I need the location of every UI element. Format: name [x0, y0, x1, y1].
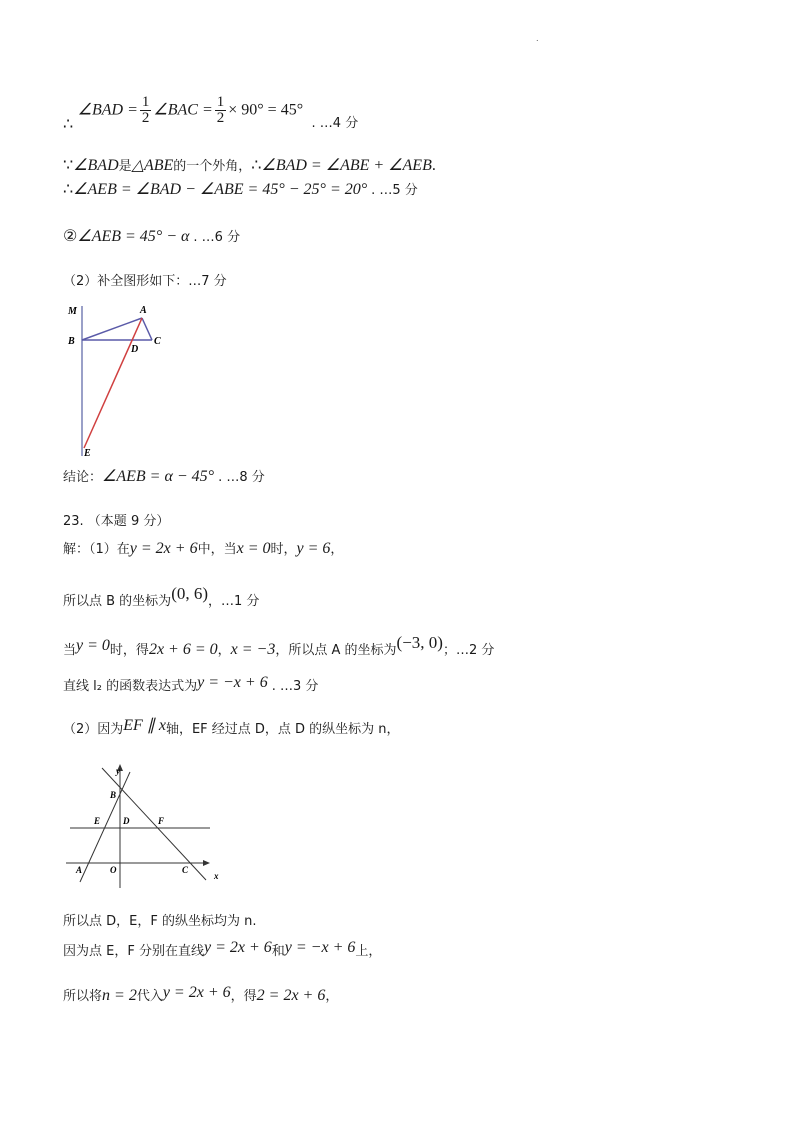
- label-m: M: [68, 306, 77, 317]
- text: 中，当: [197, 542, 237, 557]
- line-14: [63, 941, 381, 962]
- text: 轴，EF 经过点 D，点 D 的纵坐标为 n，: [165, 722, 400, 737]
- line-l1: [80, 772, 130, 882]
- line-15: [63, 986, 338, 1007]
- text: 所以点 B 的坐标为: [63, 594, 172, 609]
- text: 是: [118, 159, 132, 174]
- expr: 2x + 6 = 0: [148, 641, 218, 658]
- score-mark: . …6 分: [193, 230, 241, 245]
- line-12: [63, 719, 400, 740]
- expr: y = −x + 6: [197, 674, 268, 691]
- label-o: O: [110, 865, 117, 875]
- text: 结论：: [63, 470, 103, 485]
- expr: 2 = 2x + 6: [256, 987, 326, 1004]
- label-y: y: [116, 766, 120, 776]
- fraction-half-2: $\frac{1}{2}$: [216, 94, 225, 126]
- expr-result: × 90° = 45°: [228, 101, 304, 119]
- label-e: E: [84, 448, 91, 459]
- figure-triangle: [60, 298, 180, 463]
- text: 时，得: [109, 643, 149, 658]
- corner-mark: .: [536, 34, 539, 43]
- line-5: （2）补全图形如下：…7 分: [63, 274, 227, 289]
- circled-number: ②: [63, 228, 78, 245]
- expr: (−3, 0): [396, 633, 443, 652]
- expr: ∠AEB = ∠BAD − ∠ABE = 45° − 25° = 20°: [73, 181, 368, 198]
- label-a: A: [76, 865, 83, 875]
- problem-heading: 23. （本题 9 分）: [63, 514, 170, 529]
- score-mark: . …8 分: [218, 470, 265, 485]
- label-b: B: [68, 336, 75, 347]
- line-6: [63, 467, 265, 488]
- therefore-symbol: ∴: [63, 181, 74, 198]
- because-symbol: ∵: [63, 157, 74, 174]
- text: 当: [63, 643, 77, 658]
- expr: y = 2x + 6: [203, 939, 272, 956]
- text: 的一个外角，: [173, 159, 252, 174]
- text: 直线 l₂ 的函数表达式为: [63, 679, 198, 694]
- x-axis-arrow: [203, 860, 210, 866]
- line-4: [63, 227, 240, 248]
- line-3: [63, 180, 418, 201]
- label-d: D: [123, 816, 130, 826]
- expr: (0, 6): [171, 584, 209, 603]
- label-c: C: [182, 865, 189, 875]
- expr: △ABE: [131, 157, 174, 174]
- expr: x = −3: [230, 641, 276, 658]
- line-2: [63, 156, 436, 177]
- label-x: x: [214, 871, 219, 881]
- text: 和: [271, 944, 285, 959]
- score-mark: ，…1 分: [208, 594, 260, 609]
- expr: y = 6: [296, 540, 331, 557]
- line-11: [63, 676, 318, 697]
- segment-ac: [142, 318, 152, 340]
- score-mark: . …4 分: [311, 115, 359, 131]
- text: ，: [325, 989, 339, 1004]
- text: ，: [330, 542, 344, 557]
- text: （2）因为: [63, 722, 124, 737]
- expr: y = 0: [76, 637, 110, 654]
- expr: x = 0: [236, 540, 271, 557]
- therefore-symbol: ∴: [63, 115, 74, 133]
- text: ，得: [230, 989, 257, 1004]
- label-c: C: [154, 336, 161, 347]
- expr: ∠BAD = ∠ABE + ∠AEB: [261, 157, 432, 174]
- text: 上，: [355, 944, 382, 959]
- text: 因为点 E，F 分别在直线: [63, 944, 204, 959]
- line-13: 所以点 D，E，F 的纵坐标均为 n.: [63, 914, 257, 929]
- expr-bac: ∠BAC =: [153, 101, 213, 119]
- label-a: A: [140, 305, 147, 316]
- score-mark: . …5 分: [371, 183, 418, 198]
- expr: y = 2x + 6: [162, 984, 231, 1001]
- expr: EF ∥ x: [123, 717, 166, 734]
- label-d: D: [131, 344, 139, 355]
- text: ，所以点 A 的坐标为: [275, 643, 397, 658]
- text: .: [431, 157, 436, 174]
- fraction-half: $\frac{1}{2}$: [141, 94, 150, 126]
- expr: ∠AEB = 45° − α: [77, 228, 190, 245]
- expr: y = 2x + 6: [129, 540, 198, 557]
- expr: y = −x + 6: [284, 939, 356, 956]
- segment-ae: [84, 318, 142, 448]
- text: 代入: [136, 989, 163, 1004]
- line-1: [63, 95, 358, 135]
- text: 解：（1）在: [63, 542, 130, 557]
- score-mark: . …3 分: [271, 679, 319, 694]
- text: ，: [217, 643, 231, 658]
- expr: ∠AEB = α − 45°: [102, 468, 215, 485]
- expr-bad: ∠BAD =: [77, 101, 138, 119]
- line-8: [63, 539, 343, 560]
- therefore-symbol: ∴: [251, 157, 262, 174]
- label-f: F: [158, 816, 165, 826]
- figure-coordinate-plane: [60, 760, 230, 900]
- line-9: [63, 584, 260, 612]
- text: 所以将: [63, 989, 103, 1004]
- expr: ∠BAD: [73, 157, 119, 174]
- line-10: [63, 633, 495, 661]
- score-mark: ；…2 分: [442, 643, 495, 658]
- label-b: B: [110, 790, 117, 800]
- expr: n = 2: [102, 987, 137, 1004]
- label-e: E: [94, 816, 101, 826]
- text: 时，: [270, 542, 297, 557]
